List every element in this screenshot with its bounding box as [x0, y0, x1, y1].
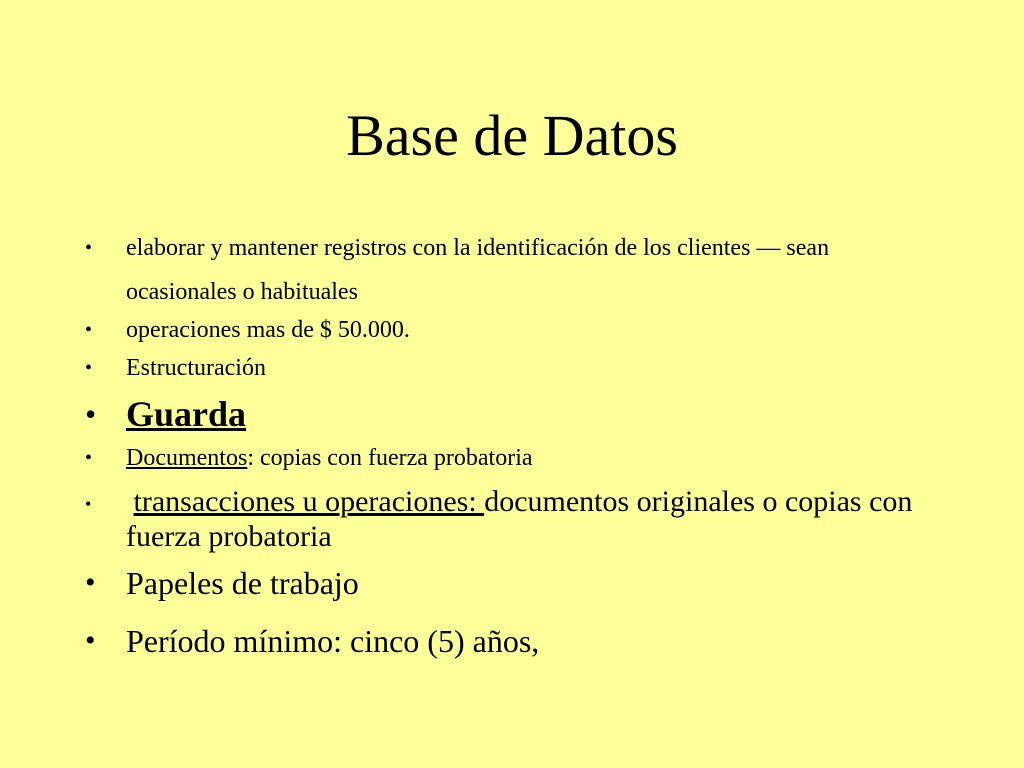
- bullet-text: Estructuración: [126, 355, 266, 381]
- bullet-text: Período mínimo: cinco (5) años,: [126, 623, 540, 659]
- bullet-label: Documentos: [126, 445, 248, 471]
- bullet-icon: •: [85, 447, 93, 469]
- bullet-label: transacciones u operaciones:: [133, 485, 485, 518]
- bullet-text: [126, 443, 916, 473]
- bullet-text: elaborar y mantener registros con la identificación de los clientes — sean ocasionales o habituales: [126, 235, 830, 305]
- bullet-heading-guarda: Guarda: [126, 394, 247, 434]
- bullet-icon: •: [85, 237, 93, 259]
- bullet-rest: : copias con fuerza probatoria: [247, 445, 533, 471]
- bullet-icon: •: [85, 396, 97, 432]
- bullet-text: Papeles de trabajo: [126, 565, 359, 601]
- bullet-rest: documentos originales o copias con fuerza probatoria: [126, 485, 913, 553]
- bullet-icon: •: [85, 494, 92, 514]
- bullet-text: [126, 484, 916, 554]
- bullet-icon: •: [85, 624, 96, 657]
- bullet-icon: •: [85, 319, 93, 341]
- bullet-icon: •: [85, 357, 93, 379]
- bullet-icon: •: [85, 566, 96, 599]
- slide-title: Base de Datos: [346, 103, 678, 168]
- bullet-text: operaciones mas de $ 50.000.: [126, 317, 410, 343]
